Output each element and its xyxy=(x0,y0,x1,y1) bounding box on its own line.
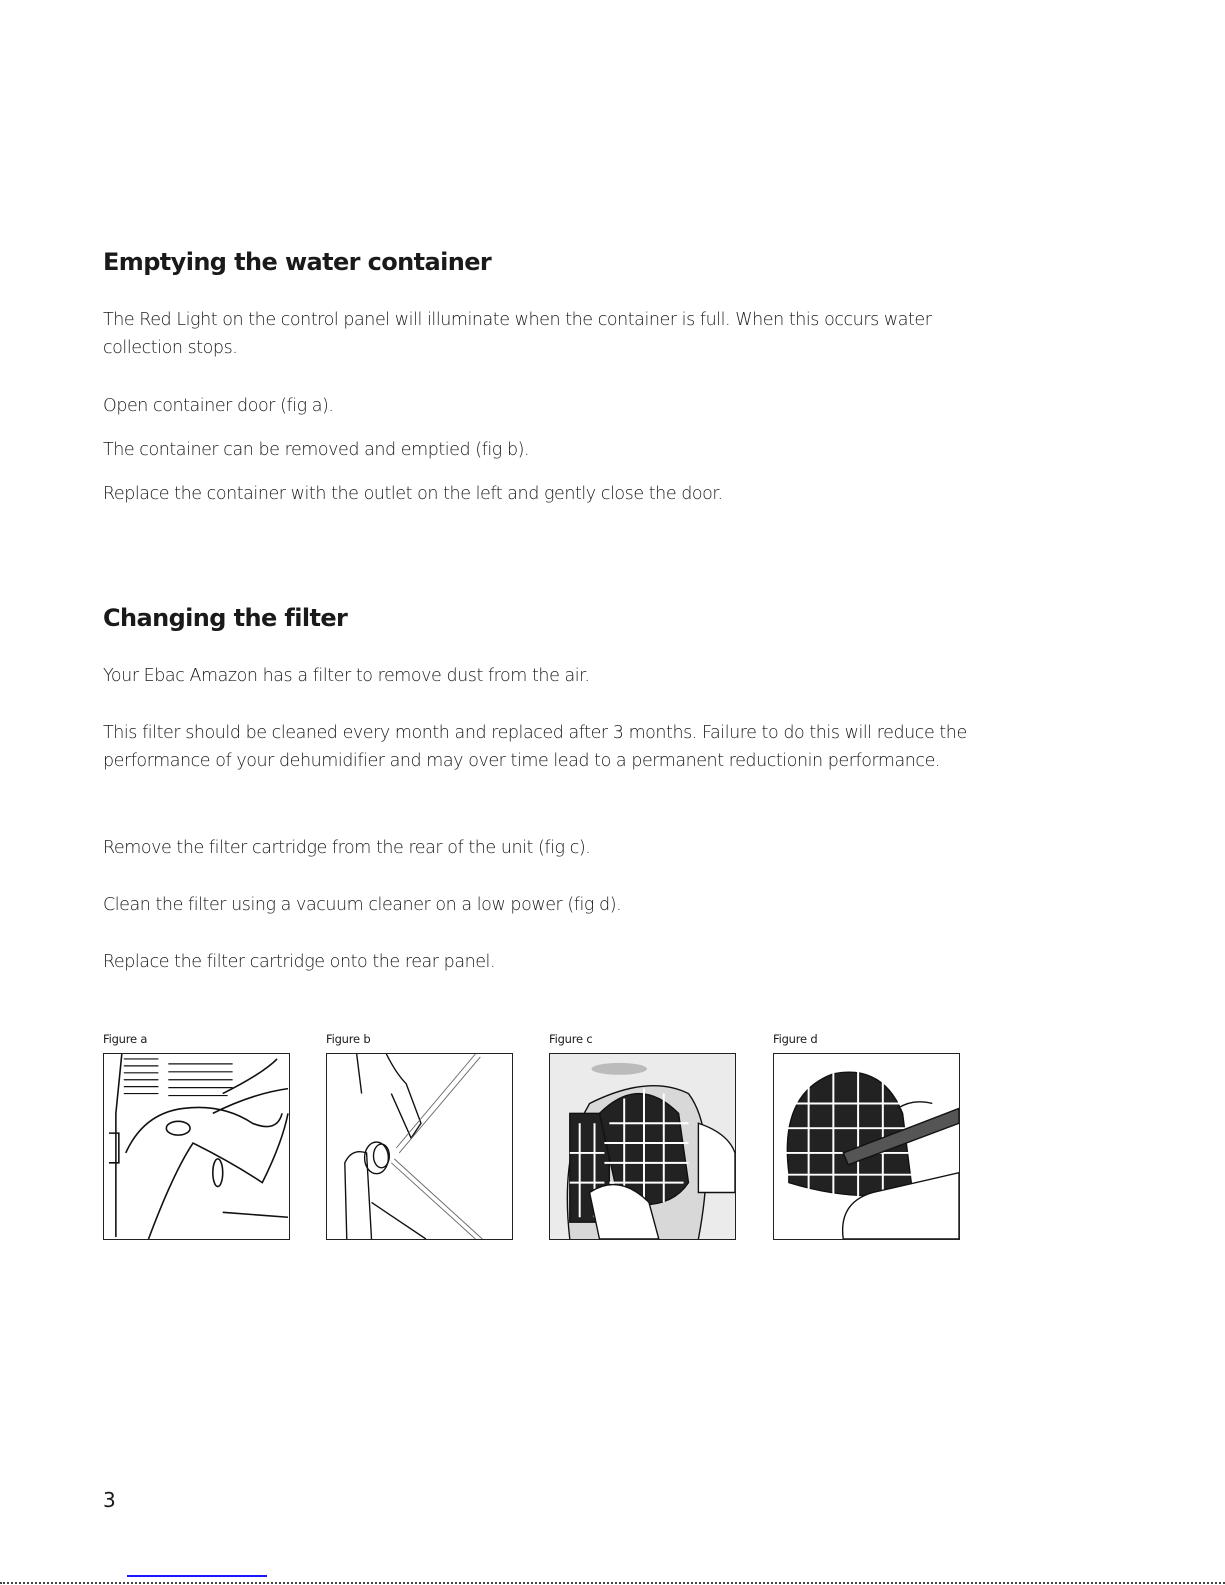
section-heading-emptying: Emptying the water container xyxy=(103,248,492,276)
figure-d-vacuum-filter-illustration xyxy=(773,1053,960,1240)
filter-paragraph-line2: performance of your dehumidifier and may over time lead to a permanent reductionin performance. xyxy=(103,751,941,771)
filter-intro: Your Ebac Amazon has a filter to remove dust from the air. xyxy=(103,666,590,686)
figure-a-caption: Figure a xyxy=(103,1032,148,1046)
page-bottom-divider xyxy=(0,1582,1225,1584)
step-open-door: Open container door (fig a). xyxy=(103,396,334,416)
step-replace-container: Replace the container with the outlet on the left and gently close the door. xyxy=(103,484,723,504)
figure-b-caption: Figure b xyxy=(326,1032,371,1046)
step-replace-filter: Replace the filter cartridge onto the rear panel. xyxy=(103,952,496,972)
figure-d-caption: Figure d xyxy=(773,1032,818,1046)
figure-a-open-door-illustration xyxy=(103,1053,290,1240)
blue-underline-decoration xyxy=(127,1575,267,1577)
section-heading-filter: Changing the filter xyxy=(103,604,348,632)
figure-c-remove-filter-illustration xyxy=(549,1053,736,1240)
paragraph-red-light-line1: The Red Light on the control panel will illuminate when the container is full. When this occurs water xyxy=(103,310,932,330)
paragraph-red-light-line2: collection stops. xyxy=(103,338,238,358)
step-clean-filter: Clean the filter using a vacuum cleaner on a low power (fig d). xyxy=(103,895,622,915)
figure-b-empty-container-illustration xyxy=(326,1053,513,1240)
step-remove-container: The container can be removed and emptied (fig b). xyxy=(103,440,530,460)
page-number: 3 xyxy=(103,1488,116,1512)
filter-paragraph-line1: This filter should be cleaned every month and replaced after 3 months. Failure to do this will reduce the xyxy=(103,723,967,743)
figure-c-caption: Figure c xyxy=(549,1032,593,1046)
step-remove-filter: Remove the filter cartridge from the rear of the unit (fig c). xyxy=(103,838,591,858)
